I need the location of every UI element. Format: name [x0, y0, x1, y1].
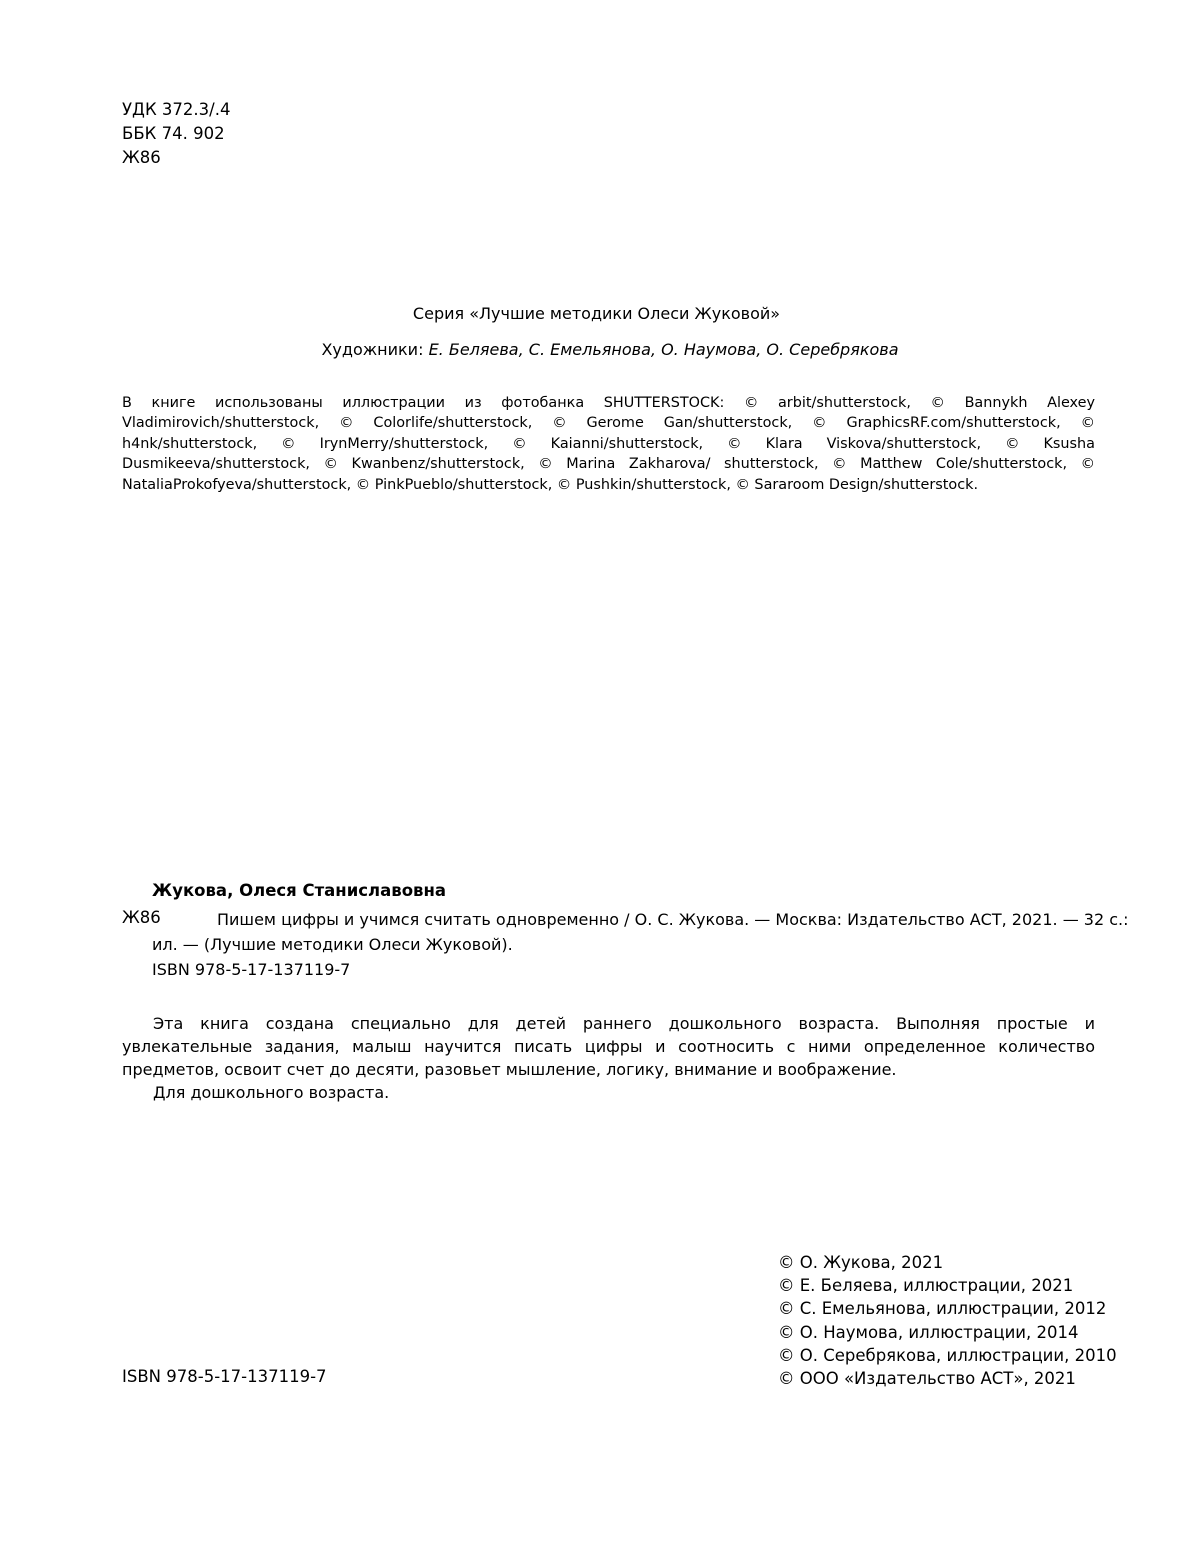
artists-label: Художники: [321, 340, 424, 359]
copyright-line: © О. Жукова, 2021 [778, 1253, 944, 1272]
catalog-description [122, 908, 1129, 957]
annotation [122, 1012, 1095, 1104]
udk-code: УДК 372.3/.4 [122, 100, 231, 119]
artists-names: Е. Беляева, С. Емельянова, О. Наумова, О. Серебрякова [428, 340, 899, 359]
annotation-paragraph-1: Эта книга создана специально для детей раннего дошкольного возраста. Выполняя простые и увлекательные задания, малыш научится писать цифры и соотносить с ними определенное количество предметов, освоит счет до десяти, разовьет мышление, логику, внимание и воображение. [122, 1014, 1095, 1079]
catalog-isbn: ISBN 978-5-17-137119-7 [152, 960, 351, 979]
series-line: Серия «Лучшие методики Олеси Жуковой» [412, 304, 781, 323]
catalog-description-line1: Пишем цифры и учимся считать одновременно / О. С. Жукова. — Москва: Издательство АСТ, 2021. — 32 с.: [217, 910, 1129, 929]
catalog-author: Жукова, Олеся Станиславовна [152, 881, 447, 900]
annotation-paragraph-2: Для дошкольного возраста. [153, 1083, 390, 1102]
copyright-line: © О. Серебрякова, иллюстрации, 2010 [778, 1345, 1117, 1365]
copyright-list [778, 1251, 1117, 1390]
catalog-description-line2: ил. — (Лучшие методики Олеси Жуковой). [152, 934, 513, 954]
artists-line [0, 340, 1193, 359]
copyright-line: © Е. Беляева, иллюстрации, 2021 [778, 1276, 1074, 1296]
catalog-code: Ж86 [122, 908, 161, 927]
classification-codes [122, 98, 230, 170]
isbn-bottom: ISBN 978-5-17-137119-7 [122, 1367, 327, 1386]
image-credits: В книге использованы иллюстрации из фотобанка SHUTTERSTOCK: © arbit/shutterstock, © Bannykh Alexey Vladimirovich/shutterstock, © Colorlife/shutterstock, © Gerome Gan/shutterstock, © GraphicsRF.com/shutterstock, © h4nk/shutterstock, © IrynMerry/shutterstock, © Kaianni/shutterstock, © Klara Viskova/shutterstock, © Ksusha Dusmikeeva/shutterstock, © Kwanbenz/shutterstock, © Marina Zakharova/ shutterstock, © Matthew Cole/shutterstock, © NataliaProkofyeva/shutterstock, © PinkPueblo/shutterstock, © Pushkin/shutterstock, © Sararoom Design/shutterstock. [122, 395, 1095, 493]
copyright-line: © ООО «Издательство АСТ», 2021 [778, 1369, 1076, 1389]
copyright-line: © С. Емельянова, иллюстрации, 2012 [778, 1299, 1107, 1319]
copyright-line: © О. Наумова, иллюстрации, 2014 [778, 1322, 1079, 1342]
author-mark: Ж86 [122, 148, 161, 167]
bbk-code: ББК 74. 902 [122, 124, 225, 143]
